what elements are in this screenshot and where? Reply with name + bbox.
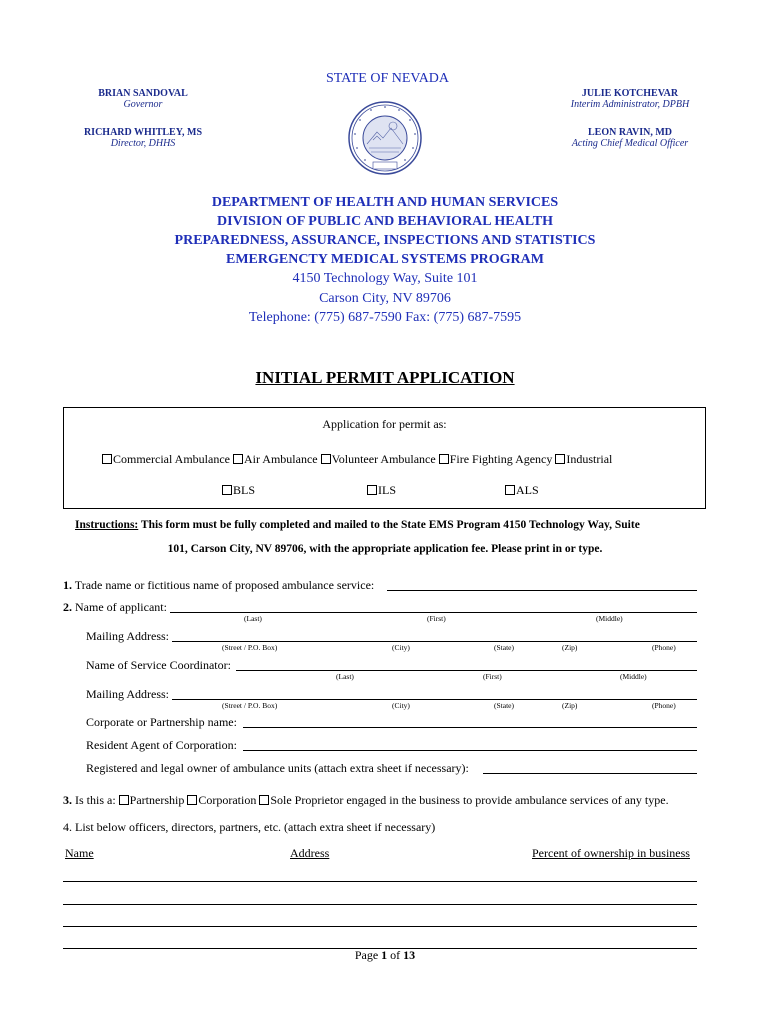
checkbox-icon[interactable]: [187, 795, 197, 805]
applicant-mailing-field[interactable]: [172, 641, 697, 642]
resident-agent-label: Resident Agent of Corporation:: [86, 738, 237, 752]
checkbox-icon[interactable]: [233, 454, 243, 464]
coordinator-name-field[interactable]: [236, 670, 697, 671]
q1-text: Trade name or fictitious name of proposed ambulance service:: [72, 578, 375, 592]
department-line-4: EMERGENCTY MEDICAL SYSTEMS PROGRAM: [225, 252, 544, 267]
level-label: ALS: [516, 483, 539, 497]
page-current: 1: [381, 948, 388, 962]
coordinator-city-caption: (City): [392, 701, 410, 710]
checkbox-icon[interactable]: [555, 454, 565, 464]
registered-owner-label: Registered and legal owner of ambulance units (attach extra sheet if necessary):: [86, 761, 469, 775]
page-prefix: Page: [354, 948, 382, 962]
department-contact: [60, 269, 710, 328]
checkbox-icon[interactable]: [119, 795, 129, 805]
applicant-middle-caption: (Middle): [596, 614, 623, 623]
checkbox-icon[interactable]: [259, 795, 269, 805]
level-bls[interactable]: [222, 483, 255, 498]
q3-option-label: Partnership: [129, 793, 185, 807]
resident-agent-field[interactable]: [243, 750, 697, 751]
owner-row-1[interactable]: [63, 881, 697, 882]
coordinator-phone-caption: (Phone): [652, 701, 676, 710]
instructions-label: Instructions:: [75, 519, 139, 531]
department-phone: Telephone: (775) 687-7590 Fax: (775) 687-7595: [248, 310, 522, 325]
applicant-state-caption: (State): [494, 643, 514, 652]
applicant-name-field[interactable]: [170, 612, 697, 613]
coordinator-first-caption: (First): [483, 672, 502, 681]
applicant-street-caption: (Street / P.O. Box): [222, 643, 278, 652]
owner-row-2[interactable]: [63, 904, 697, 905]
corporate-name-label: Corporate or Partnership name:: [86, 715, 237, 729]
permit-option-industrial[interactable]: [555, 452, 612, 466]
instructions-line-1: [75, 519, 640, 531]
department-line-3: PREPAREDNESS, ASSURANCE, INSPECTIONS AND STATISTICS: [174, 233, 596, 248]
registered-owner-field[interactable]: [483, 773, 697, 774]
checkbox-icon[interactable]: [222, 485, 232, 495]
governor-name: BRIAN SANDOVAL: [98, 88, 188, 99]
permit-label: Application for permit as:: [322, 417, 447, 431]
cmo-block: [525, 127, 735, 149]
department-address-1: 4150 Technology Way, Suite 101: [292, 271, 478, 286]
form-title: INITIAL PERMIT APPLICATION: [255, 368, 515, 387]
trade-name-field[interactable]: [387, 590, 697, 591]
permit-option-label: Industrial: [566, 452, 613, 466]
applicant-mailing-label: Mailing Address:: [86, 629, 169, 643]
checkbox-icon[interactable]: [505, 485, 515, 495]
coordinator-label: Name of Service Coordinator:: [86, 658, 231, 672]
page-of: of: [387, 948, 404, 962]
permit-option-label: Volunteer Ambulance: [331, 452, 436, 466]
q3-option-label: Sole Proprietor: [270, 793, 344, 807]
applicant-first-caption: (First): [427, 614, 446, 623]
instructions-line-2: 101, Carson City, NV 89706, with the appropriate application fee. Please print in or type.: [167, 543, 603, 555]
permit-option-fire[interactable]: [439, 452, 553, 466]
permit-option-volunteer[interactable]: [321, 452, 436, 466]
cmo-name: LEON RAVIN, MD: [588, 127, 672, 138]
checkbox-icon[interactable]: [367, 485, 377, 495]
page-number: [285, 948, 485, 963]
coordinator-mailing-field[interactable]: [172, 699, 697, 700]
department-line-1: DEPARTMENT OF HEALTH AND HUMAN SERVICES: [211, 195, 559, 210]
department-heading: [60, 193, 710, 269]
applicant-phone-caption: (Phone): [652, 643, 676, 652]
permit-option-label: Commercial Ambulance: [113, 452, 230, 466]
coordinator-street-caption: (Street / P.O. Box): [222, 701, 278, 710]
q3-tail: engaged in the business to provide ambulance services of any type.: [343, 793, 669, 807]
col-name-header: Name: [65, 846, 94, 860]
administrator-block: [525, 88, 735, 110]
level-label: BLS: [233, 483, 256, 497]
level-als[interactable]: [505, 483, 539, 498]
instructions-text-1: This form must be fully completed and mailed to the State EMS Program 4150 Technology Way, Suite: [138, 519, 640, 531]
level-label: ILS: [378, 483, 396, 497]
permit-option-air[interactable]: [233, 452, 318, 466]
q4-label: 4. List below officers, directors, partners, etc. (attach extra sheet if necessary): [63, 820, 436, 834]
q3-option-sole-proprietor[interactable]: [259, 793, 343, 807]
administrator-name: JULIE KOTCHEVAR: [581, 88, 679, 99]
q3-line: [63, 793, 669, 808]
applicant-zip-caption: (Zip): [562, 643, 578, 652]
q3-option-label: Corporation: [198, 793, 257, 807]
state-title: STATE OF NEVADA: [325, 71, 450, 86]
corporate-name-field[interactable]: [243, 727, 697, 728]
col-address-header: Address: [290, 846, 330, 860]
administrator-title: Interim Administrator, DPBH: [570, 99, 690, 110]
governor-title: Governor: [123, 99, 163, 110]
q2-number: 2.: [63, 600, 72, 614]
q1-label: [63, 578, 374, 593]
director-title: Director, DHHS: [110, 138, 176, 149]
q3-text: Is this a:: [72, 793, 119, 807]
col-percent-header: Percent of ownership in business: [532, 846, 690, 860]
q2-text: Name of applicant:: [72, 600, 167, 614]
q3-number: 3.: [63, 793, 72, 807]
state-seal-icon: [347, 100, 423, 176]
owner-row-3[interactable]: [63, 926, 697, 927]
department-address-2: Carson City, NV 89706: [319, 290, 451, 306]
checkbox-icon[interactable]: [102, 454, 112, 464]
director-block: [43, 127, 243, 149]
coordinator-middle-caption: (Middle): [620, 672, 647, 681]
governor-block: [43, 88, 243, 110]
permit-type-options: [102, 452, 612, 467]
q1-number: 1.: [63, 578, 72, 592]
checkbox-icon[interactable]: [321, 454, 331, 464]
q2-label: [63, 600, 167, 615]
form-title-wrap: [60, 368, 710, 388]
checkbox-icon[interactable]: [439, 454, 449, 464]
cmo-title: Acting Chief Medical Officer: [571, 138, 689, 149]
coordinator-state-caption: (State): [494, 701, 514, 710]
coordinator-last-caption: (Last): [336, 672, 354, 681]
applicant-city-caption: (City): [392, 643, 410, 652]
permit-option-label: Air Ambulance: [243, 452, 318, 466]
director-name: RICHARD WHITLEY, MS: [83, 127, 203, 138]
q3-option-corporation[interactable]: [187, 793, 256, 807]
page-total: 13: [403, 948, 416, 962]
q3-option-partnership[interactable]: [119, 793, 185, 807]
permit-option-label: Fire Fighting Agency: [449, 452, 553, 466]
permit-option-commercial[interactable]: [102, 452, 230, 466]
coordinator-zip-caption: (Zip): [562, 701, 578, 710]
coordinator-mailing-label: Mailing Address:: [86, 687, 169, 701]
applicant-last-caption: (Last): [244, 614, 262, 623]
level-ils[interactable]: [367, 483, 396, 498]
department-line-2: DIVISION OF PUBLIC AND BEHAVIORAL HEALTH: [217, 214, 553, 229]
